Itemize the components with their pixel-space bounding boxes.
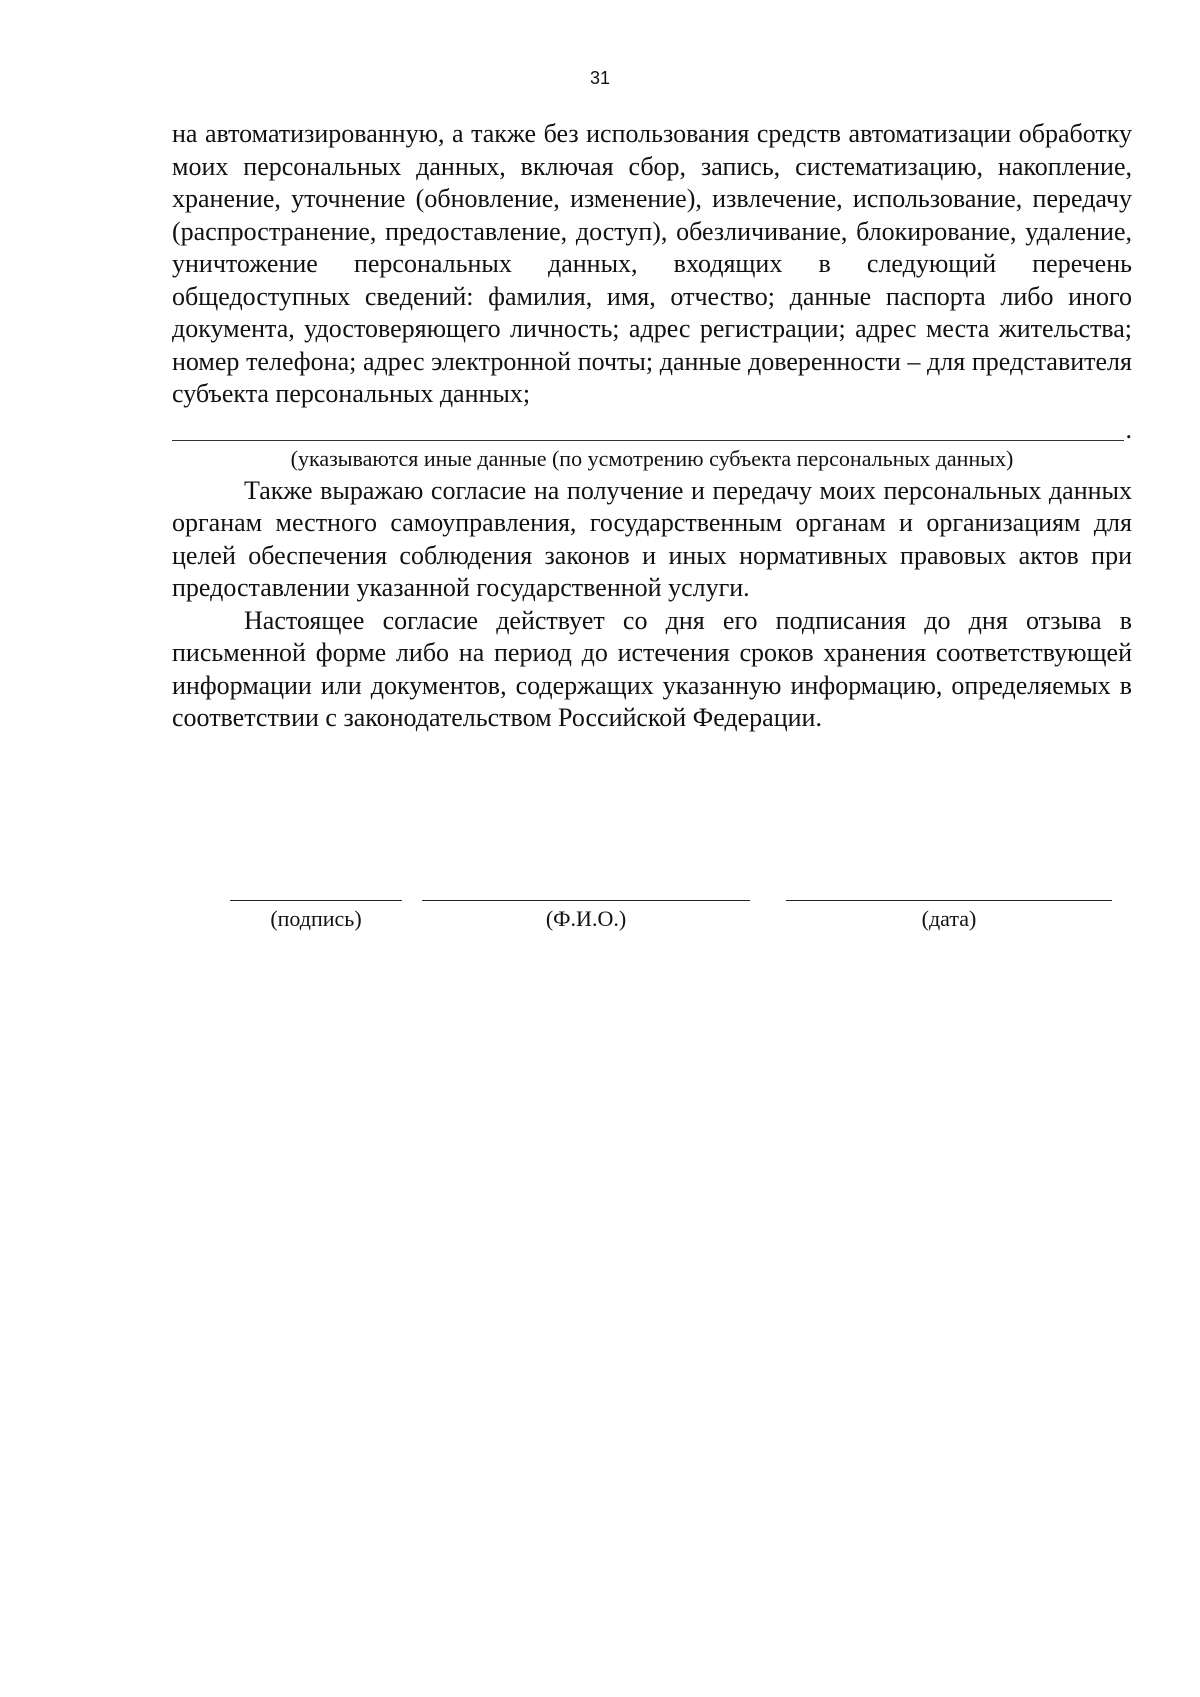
date-line[interactable] bbox=[786, 880, 1112, 901]
signature-block bbox=[0, 880, 1200, 940]
signature-line[interactable] bbox=[230, 880, 402, 901]
signature-field[interactable] bbox=[230, 880, 402, 933]
other-data-blank-line[interactable] bbox=[172, 418, 1124, 441]
other-data-caption: (указываются иные данные (по усмотрению субъекта персональных данных) bbox=[290, 445, 1014, 471]
consent-paragraph-transfer: Также выражаю согласие на получение и передачу моих персональных данных органам местного самоуправления, государственным органам и организациям для целей обеспечения соблюдения законов и иных нормативных правовых актов при предоставлении указанной государственной услуги. bbox=[172, 475, 1132, 602]
full-name-line[interactable] bbox=[422, 880, 750, 901]
page-number: 31 bbox=[589, 68, 611, 88]
full-name-field[interactable] bbox=[422, 880, 750, 933]
date-field[interactable] bbox=[786, 880, 1112, 933]
signature-caption: (подпись) bbox=[270, 906, 362, 931]
other-data-fill-field[interactable] bbox=[172, 413, 1132, 444]
other-data-terminator: . bbox=[1125, 414, 1132, 444]
consent-paragraph-validity: Настоящее согласие действует со дня его подписания до дня отзыва в письменной форме либо на период до истечения сроков хранения соответствующей информации или документов, содержащих указанную информацию, определяемых в соответствии с законодательством Российской Федерации. bbox=[172, 605, 1132, 732]
date-caption: (дата) bbox=[921, 906, 977, 931]
consent-paragraph-processing-scope: на автоматизированную, а также без использования средств автоматизации обработку моих персональных данных, включая сбор, запись, систематизацию, накопление, хранение, уточнение (обновление, изменение), извлечение, использование, передачу (распространение, предоставление, доступ), обезличивание, блокирование, удаление, уничтожение персональных данных, входящих в следующий перечень общедоступных сведений: фамилия, имя, отчество; данные паспорта либо иного документа, удостоверяющего личность; адрес регистрации; адрес места жительства; номер телефона; адрес электронной почты; данные доверенности – для представителя субъекта персональных данных; bbox=[172, 119, 1132, 408]
consent-text-body bbox=[172, 118, 1132, 735]
full-name-caption: (Ф.И.О.) bbox=[545, 906, 627, 931]
